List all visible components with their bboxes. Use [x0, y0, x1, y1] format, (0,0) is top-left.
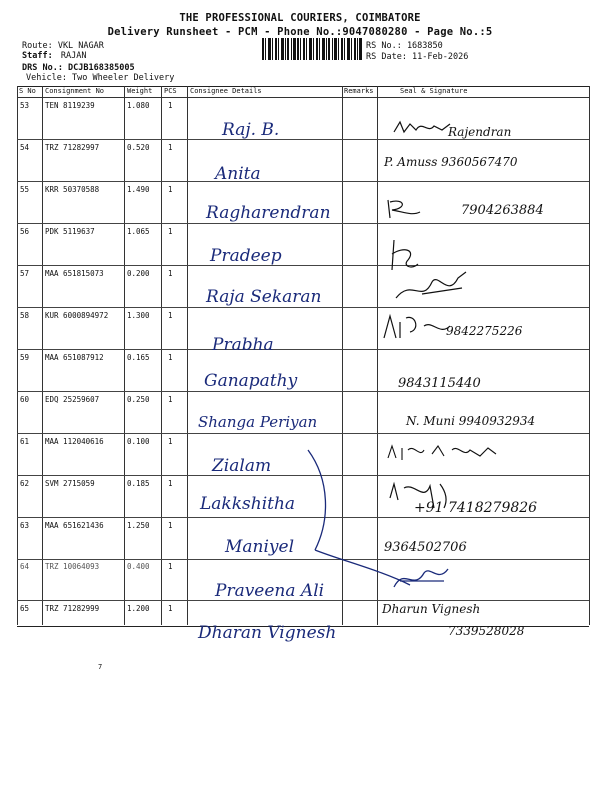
row-consignment: TRZ 71282999	[45, 604, 100, 613]
row-weight: 1.080	[127, 101, 150, 110]
row-sno: 57	[20, 269, 30, 278]
row-pcs: 1	[168, 101, 173, 110]
signature-text: 9364502706	[384, 540, 467, 555]
column-divider	[42, 86, 43, 625]
drs-number: DRS No.: DCJB168385005	[22, 63, 135, 73]
signature-text: 9843115440	[398, 376, 481, 391]
signature-scribble	[392, 118, 452, 138]
row-weight: 1.065	[127, 227, 150, 236]
route-label: Route: VKL NAGAR	[22, 41, 104, 51]
row-consignment: EDQ 25259607	[45, 395, 100, 404]
signature-scribble	[380, 312, 452, 342]
handwritten-consignee-name: Maniyel	[225, 537, 295, 557]
row-divider	[17, 181, 589, 182]
barcode-image	[262, 38, 362, 60]
row-consignment: MAA 651621436	[45, 521, 104, 530]
handwritten-consignee-name: Prabha	[212, 335, 274, 355]
row-divider	[17, 139, 589, 140]
col-header-pcs: PCS	[164, 87, 177, 95]
row-consignment: TRZ 10064093	[45, 562, 100, 571]
row-sno: 65	[20, 604, 30, 613]
row-sno: 61	[20, 437, 30, 446]
row-weight: 1.200	[127, 604, 150, 613]
row-sno: 60	[20, 395, 30, 404]
row-divider	[17, 349, 589, 350]
signature-text: 7339528028	[448, 624, 525, 638]
col-header-consignee: Consignee Details	[190, 87, 262, 95]
row-sno: 63	[20, 521, 30, 530]
row-consignment: MAA 651815073	[45, 269, 104, 278]
rs-date: RS Date: 11-Feb-2026	[366, 52, 469, 62]
row-pcs: 1	[168, 227, 173, 236]
page-mark: 7	[98, 663, 103, 671]
handwritten-consignee-name: Anita	[215, 164, 261, 184]
row-weight: 0.200	[127, 269, 150, 278]
company-title: THE PROFESSIONAL COURIERS, COIMBATORE	[179, 12, 421, 24]
row-consignment: KUR 6000894972	[45, 311, 109, 320]
col-header-consignment: Consignment No	[45, 87, 105, 95]
runsheet-subtitle: Delivery Runsheet - PCM - Phone No.:9047080280 - Page No.:5	[107, 26, 493, 38]
row-divider	[17, 265, 589, 266]
staff-label: Staff:	[22, 51, 53, 61]
signature-text: 9842275226	[446, 324, 523, 338]
handwritten-consignee-name: Raja Sekaran	[206, 287, 322, 307]
column-divider	[187, 86, 188, 625]
row-pcs: 1	[168, 353, 173, 362]
column-divider	[124, 86, 125, 625]
row-pcs: 1	[168, 185, 173, 194]
staff-name: RAJAN	[60, 51, 87, 61]
handwritten-consignee-name: Dharan Vignesh	[198, 623, 337, 643]
row-divider	[17, 391, 589, 392]
row-pcs: 1	[168, 269, 173, 278]
handwritten-consignee-name: Shanga Periyan	[198, 413, 318, 431]
signature-scribble	[384, 196, 424, 222]
row-sno: 55	[20, 185, 30, 194]
row-consignment: SVM 2715059	[45, 479, 95, 488]
row-pcs: 1	[168, 479, 173, 488]
col-header-weight: Weight	[127, 87, 153, 95]
row-consignment: TRZ 71282997	[45, 143, 100, 152]
signature-text: Dharun Vignesh	[382, 602, 481, 616]
signature-scribble	[384, 440, 504, 464]
row-pcs: 1	[168, 562, 173, 571]
row-weight: 0.165	[127, 353, 150, 362]
row-consignment: MAA 112040616	[45, 437, 104, 446]
row-sno: 59	[20, 353, 30, 362]
handwritten-consignee-name: Ragharendran	[206, 203, 331, 223]
row-sno: 54	[20, 143, 30, 152]
handwritten-consignee-name: Pradeep	[210, 246, 282, 266]
row-pcs: 1	[168, 521, 173, 530]
row-consignment: MAA 651087912	[45, 353, 104, 362]
row-pcs: 1	[168, 143, 173, 152]
row-weight: 0.100	[127, 437, 150, 446]
col-header-remarks: Remarks	[344, 87, 374, 95]
row-consignment: PDK 5119637	[45, 227, 95, 236]
signature-scribble	[390, 563, 454, 593]
handwritten-consignee-name: Lakkshitha	[200, 494, 296, 514]
row-divider	[17, 223, 589, 224]
signature-text: N. Muni 9940932934	[406, 414, 536, 428]
vehicle-label: Vehicle: Two Wheeler Delivery	[26, 73, 175, 83]
handwritten-consignee-name: Raj. B.	[222, 120, 280, 140]
col-header-sno: S No	[19, 87, 36, 95]
row-weight: 1.490	[127, 185, 150, 194]
row-weight: 0.520	[127, 143, 150, 152]
signature-text: Rajendran	[448, 125, 512, 139]
col-header-signature: Seal & Signature	[400, 87, 468, 95]
staff-line	[22, 51, 86, 61]
row-sno: 58	[20, 311, 30, 320]
signature-text: 7904263884	[461, 203, 544, 218]
handwritten-consignee-name: Praveena Ali	[215, 581, 325, 601]
row-pcs: 1	[168, 437, 173, 446]
column-divider	[161, 86, 162, 625]
row-consignment: KRR 50370588	[45, 185, 100, 194]
row-weight: 0.400	[127, 562, 150, 571]
signature-text: P. Amuss 9360567470	[384, 155, 518, 169]
row-weight: 1.300	[127, 311, 150, 320]
row-divider	[17, 307, 589, 308]
row-pcs: 1	[168, 311, 173, 320]
handwritten-consignee-name: Zialam	[212, 456, 272, 476]
row-sno: 56	[20, 227, 30, 236]
row-pcs: 1	[168, 604, 173, 613]
row-weight: 0.250	[127, 395, 150, 404]
header-divider	[17, 97, 589, 98]
row-sno: 62	[20, 479, 30, 488]
signature-text: +91 7418279826	[414, 500, 538, 516]
row-consignment: TEN 8119239	[45, 101, 95, 110]
signature-scribble	[392, 268, 472, 308]
handwritten-consignee-name: Ganapathy	[204, 371, 298, 391]
row-divider	[17, 433, 589, 434]
row-sno: 64	[20, 562, 30, 571]
row-weight: 1.250	[127, 521, 150, 530]
row-sno: 53	[20, 101, 30, 110]
row-pcs: 1	[168, 395, 173, 404]
row-weight: 0.185	[127, 479, 150, 488]
table-border	[589, 86, 590, 625]
rs-number: RS No.: 1683850	[366, 41, 443, 51]
table-border	[17, 86, 18, 625]
